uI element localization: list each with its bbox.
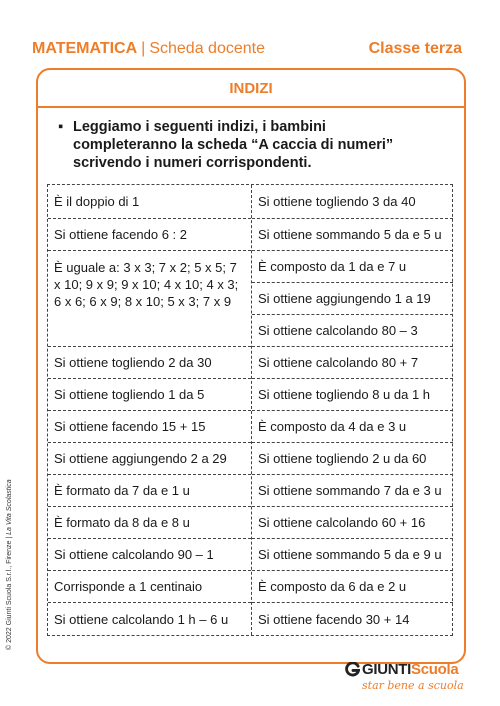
intro-paragraph: [60, 118, 430, 172]
copyright-text: © 2022 Giunti Scuola S.r.l., Firenze |: [6, 534, 13, 650]
clue-cell: Si ottiene calcolando 80 – 3: [252, 314, 453, 346]
clue-cell: Si ottiene togliendo 8 u da 1 h: [252, 378, 453, 410]
clue-cell: È composto da 6 da e 2 u: [252, 570, 453, 602]
header-separator: |: [141, 40, 146, 57]
bullet-icon: ▪: [58, 119, 64, 135]
title-row: [36, 68, 466, 108]
clue-cell: Si ottiene facendo 15 + 15: [48, 410, 251, 442]
clue-cell: Si ottiene calcolando 1 h – 6 u: [48, 602, 251, 635]
clue-cell: Si ottiene sommando 5 da e 9 u: [252, 538, 453, 570]
page-title: INDIZI: [229, 80, 273, 97]
clue-cell: Si ottiene calcolando 60 + 16: [252, 506, 453, 538]
clues-column-right: [251, 185, 453, 635]
clues-table: [47, 184, 453, 636]
logo-tagline: star bene a scuola: [362, 679, 464, 692]
grade-label: Classe terza: [368, 40, 462, 57]
title-divider: [36, 106, 466, 108]
clue-cell: È uguale a: 3 x 3; 7 x 2; 5 x 5; 7 x 10; 9 x 9; 9 x 10; 4 x 10; 4 x 3; 6 x 6; 6 x 9; 8 x 10; 5 x 3; 7 x 9: [48, 250, 251, 346]
clue-cell: Si ottiene togliendo 2 u da 60: [252, 442, 453, 474]
clue-cell: Si ottiene aggiungendo 2 a 29: [48, 442, 251, 474]
page-header: [32, 40, 462, 62]
magazine-name: La Vita Scolastica: [6, 479, 13, 535]
clue-cell: È composto da 1 da e 7 u: [252, 250, 453, 282]
clue-cell: Si ottiene togliendo 1 da 5: [48, 378, 251, 410]
clue-cell: Si ottiene facendo 6 : 2: [48, 218, 251, 250]
subject-label: MATEMATICA: [32, 40, 138, 57]
clue-cell: Si ottiene togliendo 2 da 30: [48, 346, 251, 378]
copyright-notice: [6, 479, 13, 650]
header-subject-line: [32, 40, 265, 58]
clue-cell: Si ottiene sommando 7 da e 3 u: [252, 474, 453, 506]
giunti-scuola-logo: [345, 661, 465, 697]
giunti-logo-icon: [345, 662, 360, 677]
clue-cell: È formato da 8 da e 8 u: [48, 506, 251, 538]
intro-text: Leggiamo i seguenti indizi, i bambini completeranno la scheda “A caccia di numeri” scrivendo i numeri corrispondenti.: [73, 119, 394, 171]
clues-column-left: [48, 185, 251, 635]
clue-cell: Si ottiene facendo 30 + 14: [252, 602, 453, 635]
clue-cell: È composto da 4 da e 3 u: [252, 410, 453, 442]
logo-wordmark: [362, 661, 458, 678]
clue-cell: Si ottiene calcolando 90 – 1: [48, 538, 251, 570]
clue-cell: Si ottiene aggiungendo 1 a 19: [252, 282, 453, 314]
clue-cell: Si ottiene togliendo 3 da 40: [258, 194, 416, 209]
logo-accent-text: Scuola: [411, 661, 459, 678]
subtitle-label: Scheda docente: [149, 40, 265, 57]
clue-cell: È il doppio di 1: [54, 194, 140, 209]
clue-cell: Si ottiene sommando 5 da e 5 u: [252, 218, 453, 250]
clue-cell: Si ottiene calcolando 80 + 7: [252, 346, 453, 378]
clue-cell: Corrisponde a 1 centinaio: [48, 570, 251, 602]
clue-cell: È formato da 7 da e 1 u: [48, 474, 251, 506]
logo-main-text: GIUNTI: [362, 661, 412, 678]
